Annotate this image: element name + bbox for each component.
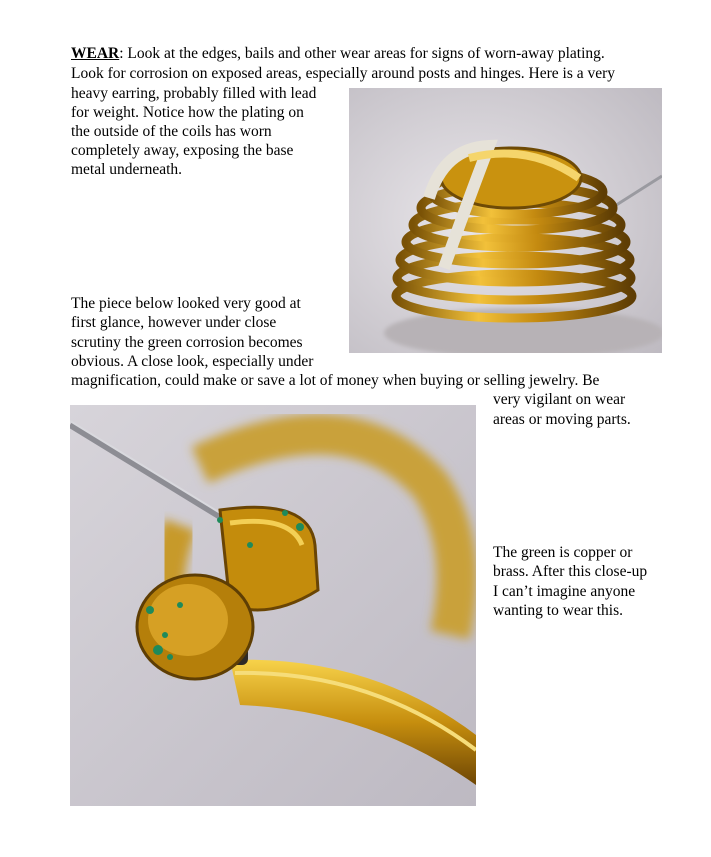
corroded-clasp-photo [70, 405, 476, 806]
wear-line-6: completely away, exposing the base [71, 142, 294, 159]
wear-intro-line [71, 44, 605, 64]
corrosion-line-4: obvious. A close look, especially under [71, 353, 314, 370]
corrosion-line-6: very vigilant on wear [493, 391, 626, 408]
corrosion-line-7: areas or moving parts. [493, 411, 631, 428]
wear-line-4: for weight. Notice how the plating on [71, 104, 304, 121]
corrosion-line-1: The piece below looked very good at [71, 295, 301, 312]
knot-earring-photo [349, 88, 662, 353]
green-note-line-3: I can’t imagine anyone [493, 583, 636, 600]
corrosion-line-2: first glance, however under close [71, 314, 277, 331]
corrosion-line-5: magnification, could make or save a lot of money when buying or selling jewelry. Be [71, 372, 600, 389]
green-note-line-2: brass. After this close-up [493, 563, 648, 580]
wear-line-7: metal underneath. [71, 161, 183, 178]
wear-line-2: Look for corrosion on exposed areas, especially around posts and hinges. Here is a very [71, 65, 616, 82]
wear-line-3: heavy earring, probably filled with lead [71, 85, 317, 102]
wear-heading: WEAR [71, 45, 120, 62]
corrosion-line-3: scrutiny the green corrosion becomes [71, 334, 303, 351]
wear-intro-text: : Look at the edges, bails and other wear areas for signs of worn-away plating. [119, 45, 605, 62]
green-note-line-4: wanting to wear this. [493, 602, 624, 619]
green-note-line-1: The green is copper or [493, 544, 633, 561]
wear-line-5: the outside of the coils has worn [71, 123, 272, 140]
